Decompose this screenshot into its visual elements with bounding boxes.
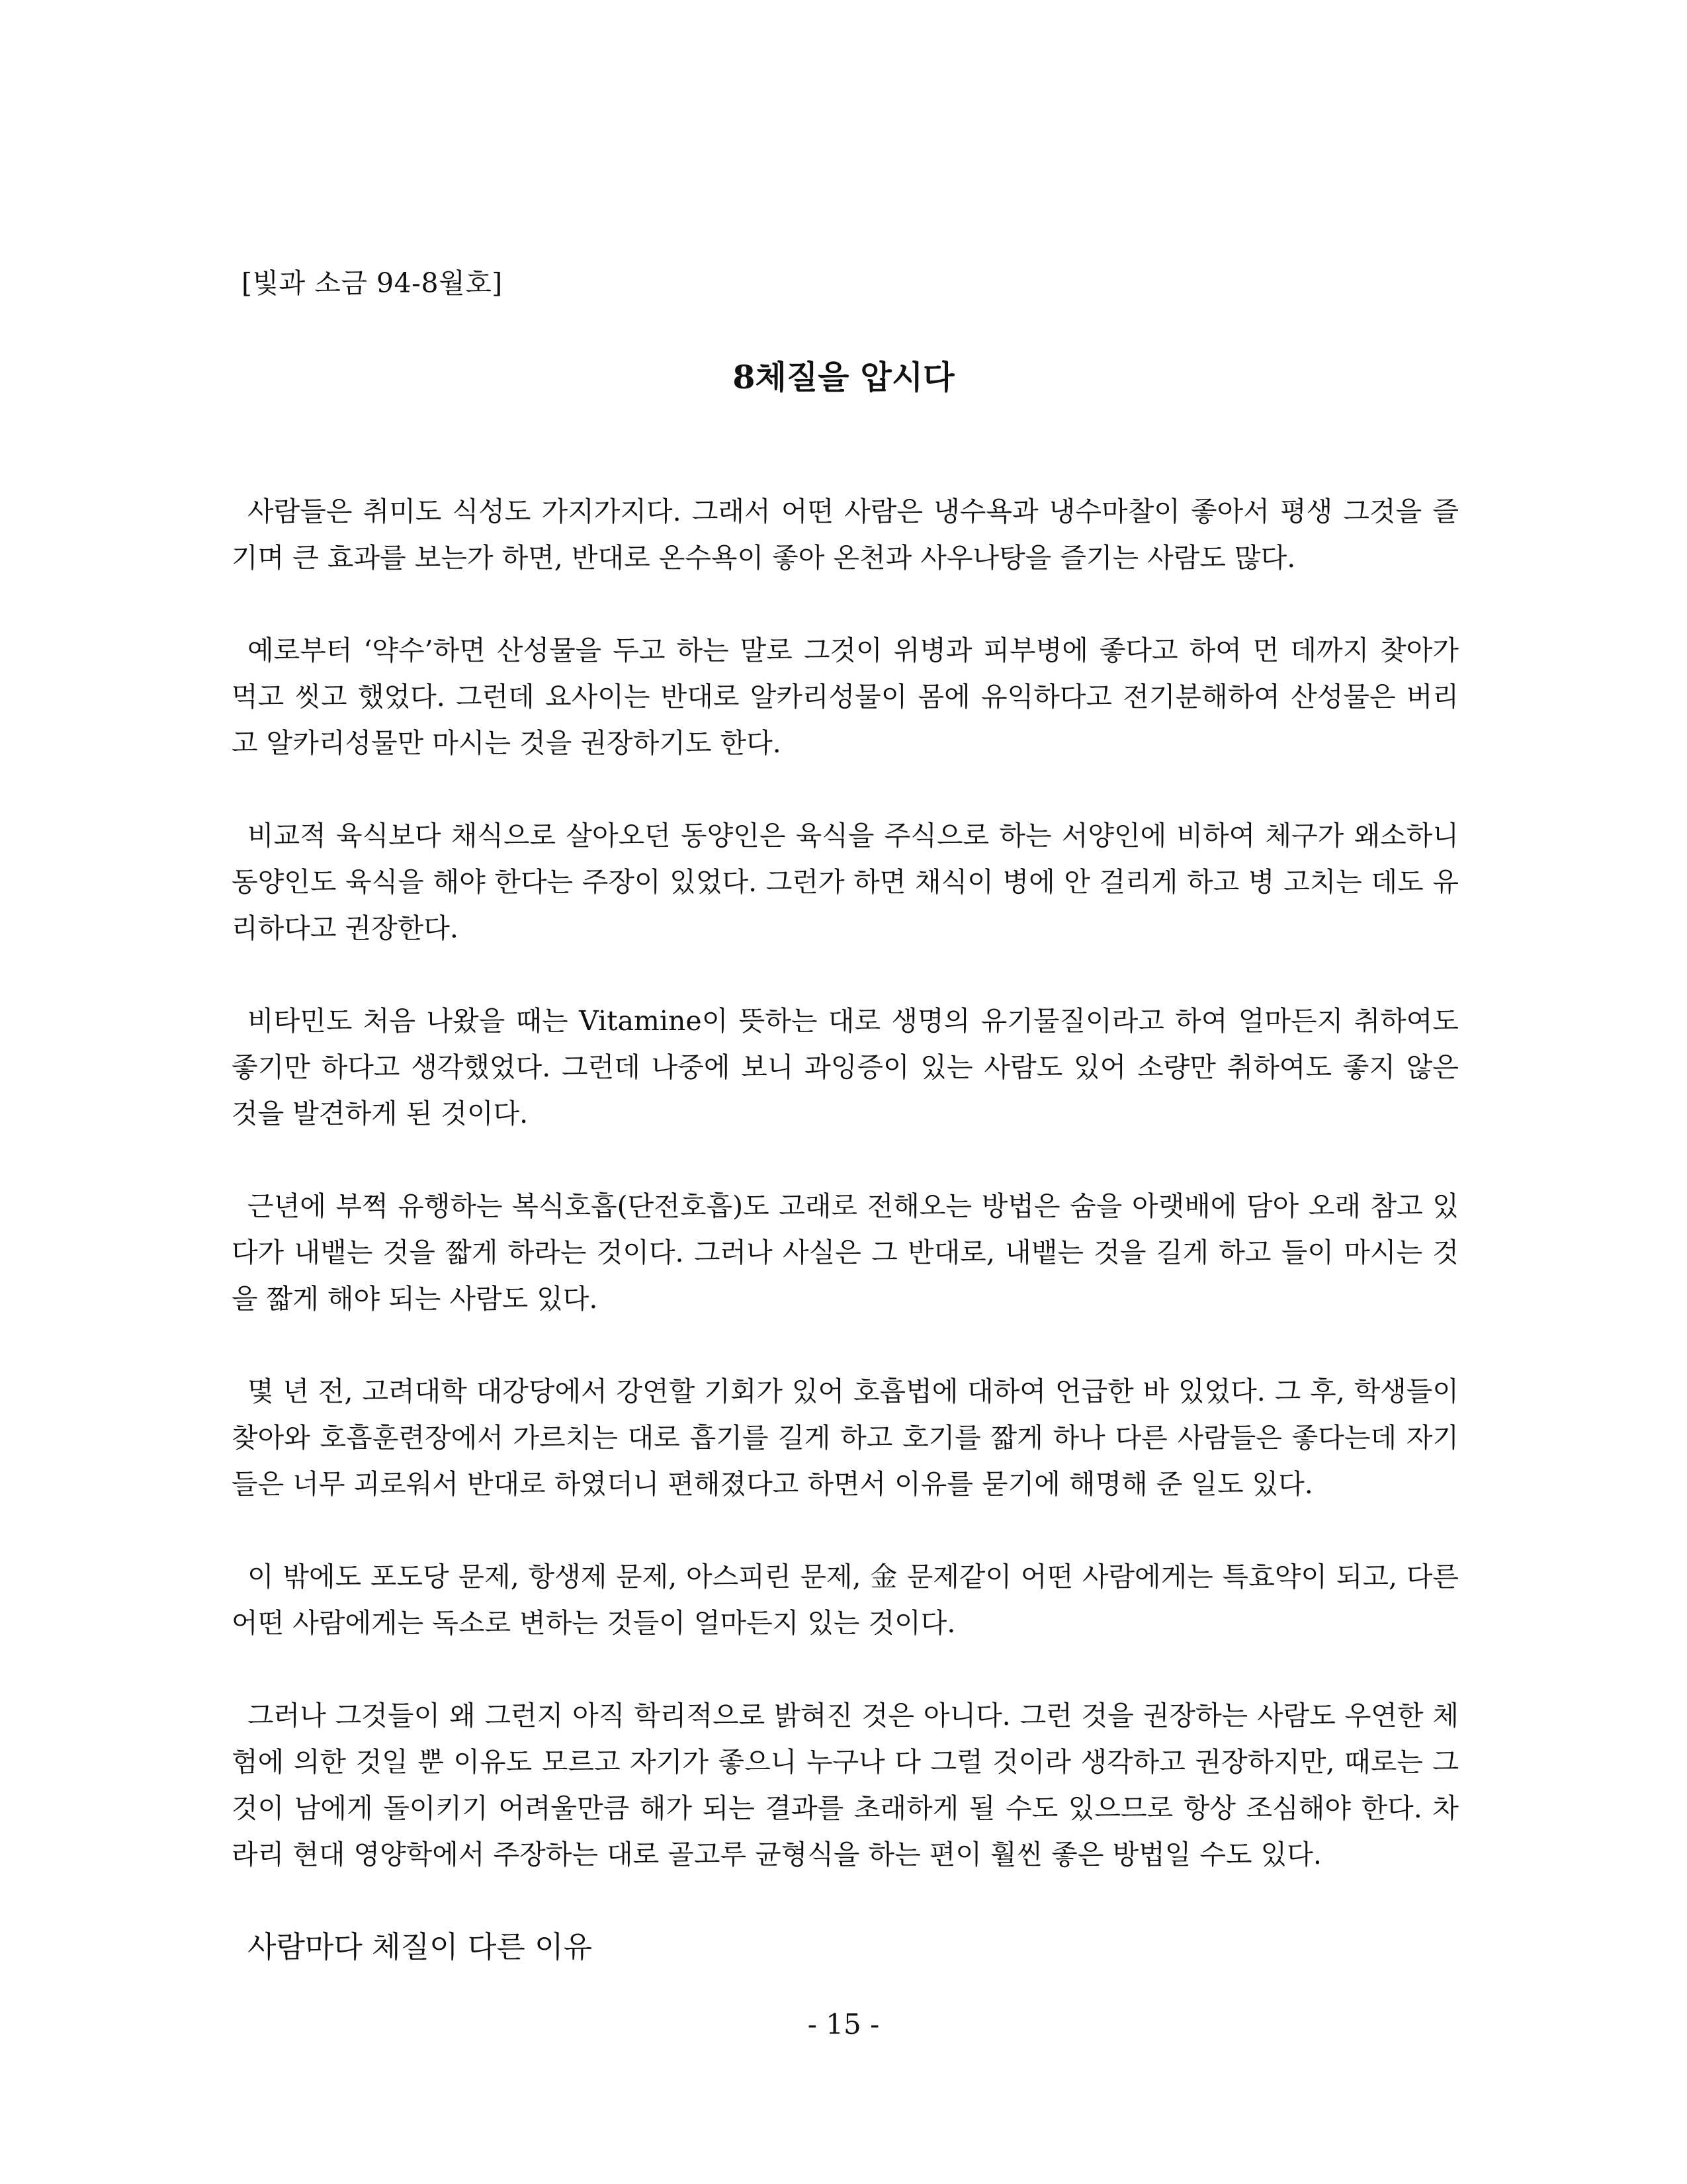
paragraph: 이 밖에도 포도당 문제, 항생제 문제, 아스피린 문제, 金 문제같이 어떤 사람에게는 특효약이 되고, 다른 어떤 사람에게는 독소로 변하는 것들이 얼마든지 있는 것이다. xyxy=(232,1561,1459,1639)
paragraph: 비교적 육식보다 채식으로 살아오던 동양인은 육식을 주식으로 하는 서양인에 비하여 체구가 왜소하니 동양인도 육식을 해야 한다는 주장이 있었다. 그런가 하면 채식이 병에 안 걸리게 하고 병 고치는 데도 유리하다고 권장한다. xyxy=(232,820,1459,944)
paragraph: 몇 년 전, 고려대학 대강당에서 강연할 기회가 있어 호흡법에 대하여 언급한 바 있었다. 그 후, 학생들이 찾아와 호흡훈련장에서 가르치는 대로 흡기를 길게 하고 호기를 짧게 하나 다른 사람들은 좋다는데 자기들은 너무 괴로워서 반대로 하였더니 편해졌다고 하면서 이유를 묻기에 해명해 준 일도 있다. xyxy=(232,1376,1459,1500)
paragraph: 근년에 부쩍 유행하는 복식호흡(단전호흡)도 고래로 전해오는 방법은 숨을 아랫배에 담아 오래 참고 있다가 내뱉는 것을 짧게 하라는 것이다. 그러나 사실은 그 반대로, 내뱉는 것을 길게 하고 들이 마시는 것을 짧게 해야 되는 사람도 있다. xyxy=(232,1190,1459,1315)
page-number: - 15 - xyxy=(807,2008,880,2040)
paragraph: 비타민도 처음 나왔을 때는 Vitamine이 뜻하는 대로 생명의 유기물질이라고 하여 얼마든지 취하여도 좋기만 하다고 생각했었다. 그런데 나중에 보니 과잉증이 있는 사람도 있어 소량만 취하여도 좋지 않은 것을 발견하게 된 것이다. xyxy=(232,1005,1459,1129)
section-subheading: 사람마다 체질이 다른 이유 xyxy=(247,1929,593,1964)
paragraph: 예로부터 ‘약수’하면 산성물을 두고 하는 말로 그것이 위병과 피부병에 좋다고 하여 먼 데까지 찾아가 먹고 씻고 했었다. 그런데 요사이는 반대로 알카리성물이 몸에 유익하다고 전기분해하여 산성물은 버리고 알카리성물만 마시는 것을 권장하기도 한다. xyxy=(232,634,1459,759)
article-title: 8체질을 압시다 xyxy=(732,358,955,396)
source-citation: [빛과 소금 94-8월호] xyxy=(241,267,503,299)
article-body xyxy=(232,488,1459,1970)
paragraph: 그러나 그것들이 왜 그런지 아직 학리적으로 밝혀진 것은 아니다. 그런 것을 권장하는 사람도 우연한 체험에 의한 것일 뿐 이유도 모르고 자기가 좋으니 누구나 다 그럴 것이라 생각하고 권장하지만, 때로는 그것이 남에게 돌이키기 어려울만큼 해가 되는 결과를 초래하게 될 수도 있으므로 항상 조심해야 한다. 차라리 현대 영양학에서 주장하는 대로 골고루 균형식을 하는 편이 훨씬 좋은 방법일 수도 있다. xyxy=(232,1700,1459,1870)
paragraph: 사람들은 취미도 식성도 가지가지다. 그래서 어떤 사람은 냉수욕과 냉수마찰이 좋아서 평생 그것을 즐기며 큰 효과를 보는가 하면, 반대로 온수욕이 좋아 온천과 사우나탕을 즐기는 사람도 많다. xyxy=(232,496,1459,574)
